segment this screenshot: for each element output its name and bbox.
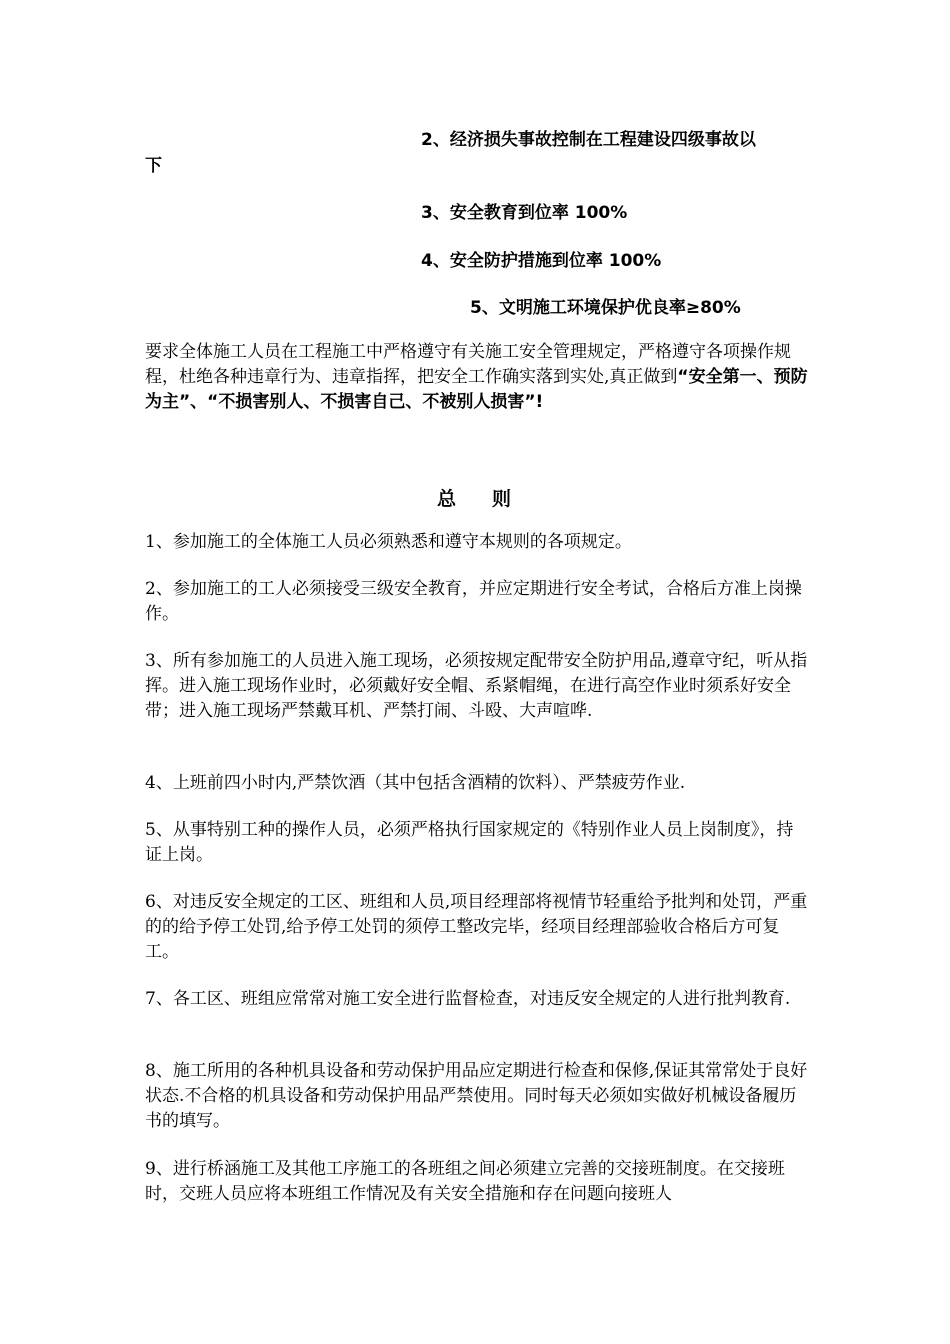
rule-6: 6、对违反安全规定的工区、班组和人员,项目经理部将视情节轻重给予批判和处罚，严重的的给予停工处罚,给予停工处罚的须停工整改完毕，经项目经理部验收合格后方可复工。	[145, 892, 808, 962]
intro-paragraph	[145, 340, 810, 415]
goal-item-4: 4、安全防护措施到位率 100%	[421, 251, 662, 271]
rule-4: 4、上班前四小时内,严禁饮酒（其中包括含酒精的饮料）、严禁疲劳作业.	[145, 773, 686, 793]
goal-item-5: 5、文明施工环境保护优良率≥80%	[470, 298, 741, 318]
goal-item-2-line1: 2、经济损失事故控制在工程建设四级事故以	[421, 130, 756, 150]
intro-slogan: “安全第一、预防为主”、“不损害别人、不损害自己、不被别人损害”!	[145, 367, 808, 412]
rule-7: 7、各工区、班组应常常对施工安全进行监督检查，对违反安全规定的人进行批判教育.	[145, 989, 791, 1009]
intro-text: 要求全体施工人员在工程施工中严格遵守有关施工安全管理规定，严格遵守各项操作规程，杜绝各种违章行为、违章指挥，把安全工作确实落到实处,真正做到	[145, 342, 791, 387]
section-heading-right: 则	[492, 488, 512, 510]
section-heading-left: 总	[437, 488, 457, 510]
goal-item-2-line2: 下	[145, 156, 162, 176]
goal-item-3: 3、安全教育到位率 100%	[421, 203, 628, 223]
rule-5: 5、从事特别工种的操作人员，必须严格执行国家规定的《特别作业人员上岗制度》，持证上岗。	[145, 820, 794, 865]
rule-8: 8、施工所用的各种机具设备和劳动保护用品应定期进行检查和保修,保证其常常处于良好状态.不合格的机具设备和劳动保护用品严禁使用。同时每天必须如实做好机械设备履历书的填写。	[145, 1061, 808, 1131]
rule-3: 3、所有参加施工的人员进入施工现场，必须按规定配带安全防护用品,遵章守纪，听从指挥。进入施工现场作业时，必须戴好安全帽、系紧帽绳，在进行高空作业时须系好安全带；进入施工现场严禁戴耳机、严禁打闹、斗殴、大声喧哗.	[145, 651, 808, 721]
rule-9: 9、进行桥涵施工及其他工序施工的各班组之间必须建立完善的交接班制度。在交接班时，交班人员应将本班组工作情况及有关安全措施和存在问题向接班人	[145, 1159, 785, 1204]
rule-1: 1、参加施工的全体施工人员必须熟悉和遵守本规则的各项规定。	[145, 532, 632, 552]
rule-2: 2、参加施工的工人必须接受三级安全教育，并应定期进行安全考试，合格后方准上岗操作。	[145, 579, 802, 624]
